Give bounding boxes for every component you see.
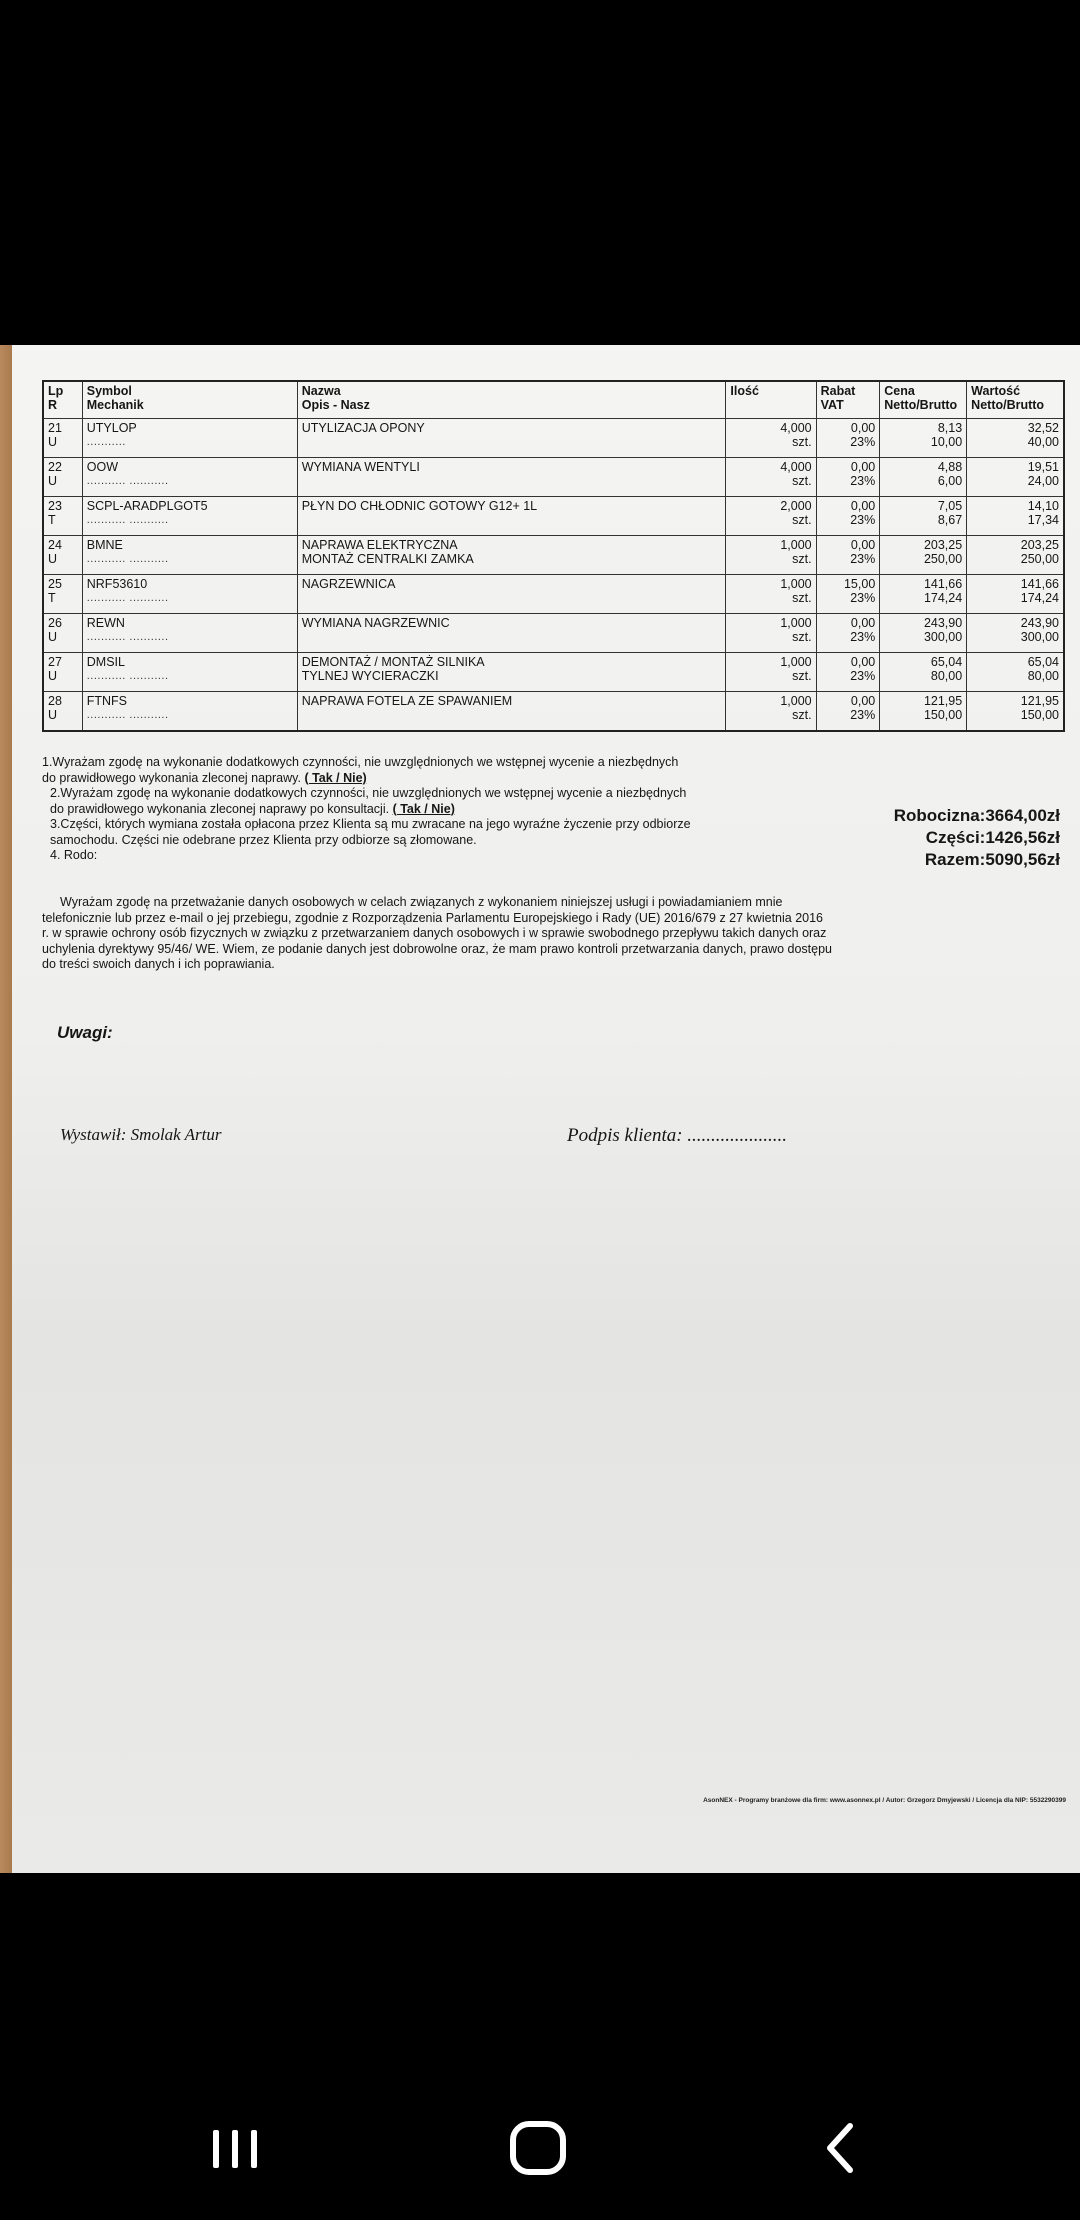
table-row (43, 536, 1064, 575)
issuer-signature: Wystawił: Smolak Artur (60, 1125, 222, 1144)
header-lp: Lp R (43, 381, 82, 419)
table-row (43, 497, 1064, 536)
software-footer: AsonNEX - Programy branżowe dla firm: www.asonnex.pl / Autor: Grzegorz Dmyjewski / Licencja dla NIP: 5532290399 (703, 1797, 1066, 1804)
cell-wartosc: 141,66 174,24 (967, 575, 1064, 614)
cell-lp: 21 U (43, 419, 82, 458)
total-labor: Robocizna:3664,00zł (893, 806, 1060, 825)
cell-symbol: UTYLOP ........... (82, 419, 297, 458)
cell-lp: 22 U (43, 458, 82, 497)
cell-symbol: REWN ........... ........... (82, 614, 297, 653)
cell-symbol: DMSIL ........... ........... (82, 653, 297, 692)
cell-cena: 7,05 8,67 (880, 497, 967, 536)
cell-rabat: 0,00 23% (816, 692, 880, 732)
cell-wartosc: 243,90 300,00 (967, 614, 1064, 653)
totals-block (894, 805, 1060, 871)
total-parts: Części:1426,56zł (925, 828, 1060, 847)
cell-name: NAGRZEWNICA (297, 575, 726, 614)
table-row (43, 653, 1064, 692)
cell-qty: 1,000 szt. (726, 692, 816, 732)
cell-qty: 2,000 szt. (726, 497, 816, 536)
cell-name: NAPRAWA ELEKTRYCZNA MONTAŻ CENTRALKI ZAMKA (297, 536, 726, 575)
table-row (43, 614, 1064, 653)
header-qty: Ilość (726, 381, 816, 419)
cell-lp: 28 U (43, 692, 82, 732)
cell-symbol: SCPL-ARADPLGOT5 ........... ........... (82, 497, 297, 536)
cell-rabat: 15,00 23% (816, 575, 880, 614)
cell-wartosc: 19,51 24,00 (967, 458, 1064, 497)
cell-lp: 27 U (43, 653, 82, 692)
cell-wartosc: 32,52 40,00 (967, 419, 1064, 458)
cell-rabat: 0,00 23% (816, 458, 880, 497)
table-header-row (43, 381, 1064, 419)
cell-wartosc: 203,25 250,00 (967, 536, 1064, 575)
consent-3: 3.Części, których wymiana została opłacona przez Klienta są mu zwracane na jego wyraźne życzenie przy odbiorze samochodu. Części nie odebrane przez Klienta przy odbiorze są złomowane. (50, 817, 691, 847)
header-symbol: Symbol Mechanik (82, 381, 297, 419)
cell-cena: 121,95 150,00 (880, 692, 967, 732)
recents-button[interactable] (195, 2112, 275, 2184)
consent-2: 2.Wyrażam zgodę na wykonanie dodatkowych czynności, nie uwzględnionych we wstępnej wycenie a niezbędnych do prawidłowego wykonania zleconej naprawy po konsultacji. ( Tak / Nie) (50, 786, 687, 816)
cell-qty: 4,000 szt. (726, 419, 816, 458)
home-icon (498, 2112, 578, 2184)
cell-symbol: OOW ........... ........... (82, 458, 297, 497)
consent-2-choice: ( Tak / Nie) (392, 801, 455, 816)
cell-cena: 8,13 10,00 (880, 419, 967, 458)
header-name: Nazwa Opis - Nasz (297, 381, 726, 419)
client-signature: Podpis klienta: ..................... (567, 1125, 788, 1146)
cell-name: NAPRAWA FOTELA ZE SPAWANIEM (297, 692, 726, 732)
cell-cena: 203,25 250,00 (880, 536, 967, 575)
cell-qty: 1,000 szt. (726, 575, 816, 614)
header-cena: Cena Netto/Brutto (880, 381, 967, 419)
cell-rabat: 0,00 23% (816, 497, 880, 536)
consent-4: 4. Rodo: (50, 848, 98, 862)
home-button[interactable] (498, 2112, 578, 2184)
items-table-body (43, 419, 1064, 732)
consents-block (42, 755, 692, 864)
cell-lp: 24 U (43, 536, 82, 575)
cell-lp: 26 U (43, 614, 82, 653)
cell-qty: 4,000 szt. (726, 458, 816, 497)
table-row (43, 575, 1064, 614)
consent-1: 1.Wyrażam zgodę na wykonanie dodatkowych czynności, nie uwzględnionych we wstępnej wycenie a niezbędnych do prawidłowego wykonania zleconej naprawy. ( Tak / Nie) (42, 755, 679, 785)
cell-wartosc: 14,10 17,34 (967, 497, 1064, 536)
cell-cena: 4,88 6,00 (880, 458, 967, 497)
header-wartosc: Wartość Netto/Brutto (967, 381, 1064, 419)
back-button[interactable] (800, 2112, 880, 2184)
table-row (43, 419, 1064, 458)
items-table (42, 380, 1065, 732)
cell-rabat: 0,00 23% (816, 653, 880, 692)
cell-name: UTYLIZACJA OPONY (297, 419, 726, 458)
cell-symbol: BMNE ........... ........... (82, 536, 297, 575)
cell-wartosc: 121,95 150,00 (967, 692, 1064, 732)
cell-wartosc: 65,04 80,00 (967, 653, 1064, 692)
gdpr-consent: Wyrażam zgodę na przetważanie danych osobowych w celach związanych z wykonaniem niniejszej usługi i powiadamianiem mnie telefonicznie lub przez e-mail o jej przebiegu, zgodnie z Rozporządzenia Parlamentu Europejskiego i Rady (UE) 2016/679 z 27 kwietnia 2016 r. w sprawie ochrony osób fizycznych w związku z przetwarzaniem danych osobowych i w sprawie swobodnego przepływu takich danych oraz uchylenia dyrektywy 95/46/ WE. Wiem, ze podanie danych jest dobrowolne oraz, że mam prawo kontroli przetwarzania danych, prawo dostępu do treści swoich danych i ich poprawiania. (42, 895, 832, 971)
remarks-label: Uwagi: (57, 1023, 113, 1042)
cell-name: WYMIANA WENTYLI (297, 458, 726, 497)
total-sum: Razem:5090,56zł (924, 850, 1060, 869)
cell-cena: 243,90 300,00 (880, 614, 967, 653)
back-icon (800, 2112, 880, 2184)
cell-name: DEMONTAŻ / MONTAŻ SILNIKA TYLNEJ WYCIERACZKI (297, 653, 726, 692)
consent-1-choice: ( Tak / Nie) (304, 770, 367, 785)
cell-qty: 1,000 szt. (726, 614, 816, 653)
cell-name: PŁYN DO CHŁODNIC GOTOWY G12+ 1L (297, 497, 726, 536)
table-row (43, 458, 1064, 497)
cell-qty: 1,000 szt. (726, 653, 816, 692)
recents-icon (195, 2112, 275, 2184)
cell-name: WYMIANA NAGRZEWNIC (297, 614, 726, 653)
header-rabat: Rabat VAT (816, 381, 880, 419)
cell-lp: 23 T (43, 497, 82, 536)
cell-symbol: NRF53610 ........... ........... (82, 575, 297, 614)
cell-cena: 65,04 80,00 (880, 653, 967, 692)
cell-cena: 141,66 174,24 (880, 575, 967, 614)
cell-rabat: 0,00 23% (816, 419, 880, 458)
cell-rabat: 0,00 23% (816, 614, 880, 653)
table-row (43, 692, 1064, 732)
cell-qty: 1,000 szt. (726, 536, 816, 575)
invoice-page (12, 345, 1080, 1873)
cell-rabat: 0,00 23% (816, 536, 880, 575)
cell-lp: 25 T (43, 575, 82, 614)
cell-symbol: FTNFS ........... ........... (82, 692, 297, 732)
